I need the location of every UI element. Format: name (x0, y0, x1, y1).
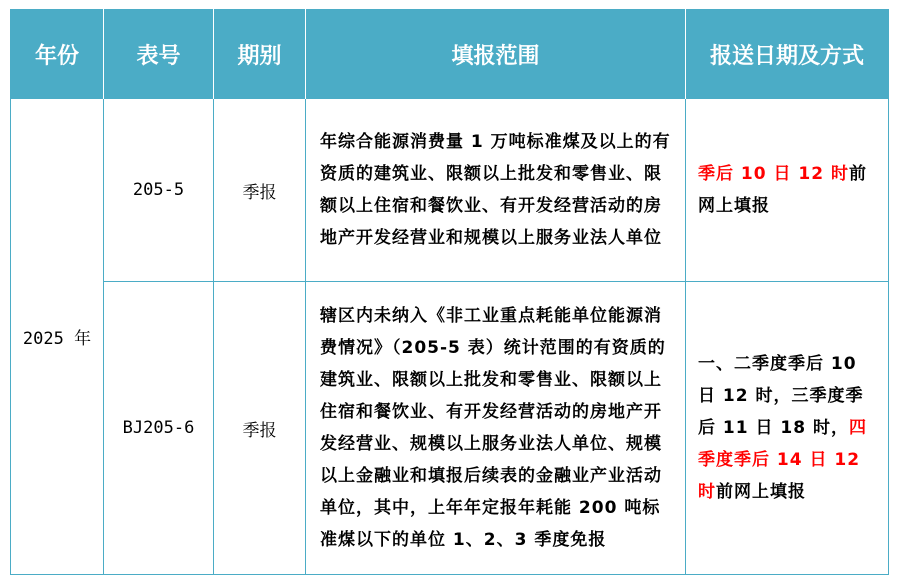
scope-cell (306, 99, 686, 282)
header-period: 期别 (214, 10, 306, 99)
scope-text: 辖区内未纳入《非工业重点耗能单位能源消费情况》（205-5 表）统计范围的有资质的建筑业、限额以上批发和零售业、限额以上住宿和餐饮业、有开发经营活动的房地产开发经营业、规模以上服务业法人单位、规模以上金融业和填报后续表的金融业产业活动单位，其中，上年年定报年耗能 200 吨标准煤以下的单位 1、2、3 季度免报 (320, 306, 666, 550)
table-row (11, 282, 889, 575)
report-table (10, 9, 889, 575)
method-cell (686, 99, 889, 282)
method-submission: 前网上填报 (716, 482, 806, 502)
year-cell: 2025 年 (11, 99, 104, 575)
header-form-no: 表号 (104, 10, 214, 99)
method-submission: 前网上填报 (698, 164, 867, 216)
method-deadline-highlight: 四季度季后 14 日 12 时 (698, 418, 867, 502)
scope-text: 年综合能源消费量 1 万吨标准煤及以上的有资质的建筑业、限额以上批发和零售业、限额以上住宿和餐饮业、有开发经营活动的房地产开发经营业和规模以上服务业法人单位 (320, 132, 671, 248)
method-deadline-highlight: 季后 10 日 12 时 (698, 164, 849, 184)
header-method: 报送日期及方式 (686, 10, 889, 99)
table-header (11, 10, 889, 99)
method-text (686, 158, 888, 222)
table-row (11, 99, 889, 282)
method-cell (686, 282, 889, 575)
form-no-cell: BJ205-6 (104, 282, 214, 575)
header-scope: 填报范围 (306, 10, 686, 99)
method-deadlines: 一、二季度季后 10 日 12 时，三季度季后 11 日 18 时， (698, 354, 864, 438)
method-text (686, 348, 888, 508)
header-year: 年份 (11, 10, 104, 99)
scope-cell (306, 282, 686, 575)
period-cell: 季报 (214, 99, 306, 282)
form-no-cell: 205-5 (104, 99, 214, 282)
period-cell: 季报 (214, 282, 306, 575)
